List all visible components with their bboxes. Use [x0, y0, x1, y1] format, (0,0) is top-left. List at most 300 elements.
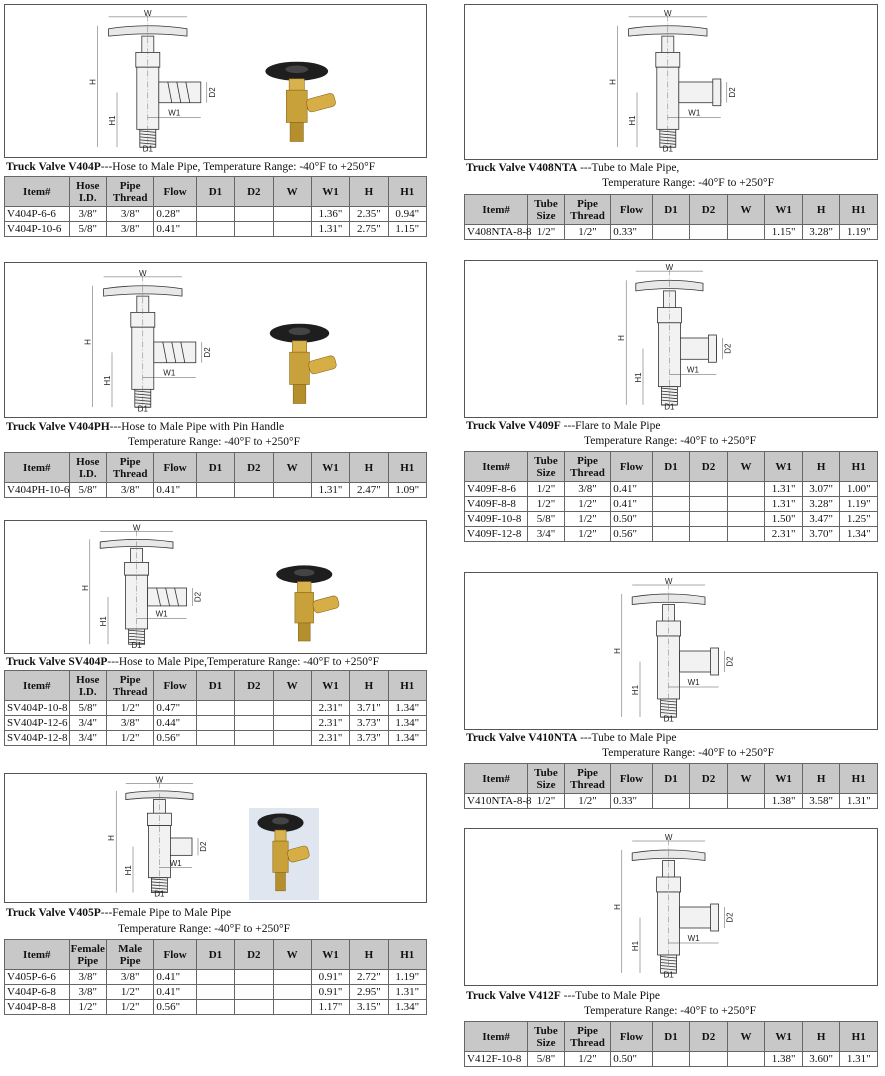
dimension-label-h1: H1	[124, 865, 133, 876]
column-header-w1: W1	[311, 177, 349, 207]
dimension-label-d2: D2	[202, 347, 212, 358]
dimension-label-w: W	[155, 775, 164, 785]
value-cell: 0.47"	[154, 701, 196, 716]
table-row	[5, 1000, 427, 1015]
value-cell	[652, 1052, 690, 1067]
value-cell	[235, 701, 273, 716]
value-cell	[273, 716, 311, 731]
side-outlet	[312, 595, 340, 614]
column-header-w1: W1	[765, 1022, 803, 1052]
value-cell: 1.31"	[765, 482, 803, 497]
value-cell: 1/2"	[564, 527, 610, 542]
column-header-h1: H1	[840, 1022, 878, 1052]
value-cell: 3/8"	[106, 222, 153, 237]
panel-title	[466, 731, 676, 745]
column-header-size: Tube Size	[528, 452, 565, 482]
side-outlet	[305, 93, 336, 113]
value-cell: 0.44"	[154, 716, 196, 731]
table-row	[5, 985, 427, 1000]
value-cell: 0.41"	[154, 483, 196, 498]
value-cell: 2.95"	[350, 985, 388, 1000]
value-cell: 3.70"	[802, 527, 840, 542]
value-cell: 5/8"	[528, 1052, 565, 1067]
column-header-w1: W1	[311, 940, 349, 970]
value-cell	[196, 970, 234, 985]
value-cell: 1/2"	[528, 225, 565, 240]
side-outlet	[308, 355, 338, 375]
value-cell: 1/2"	[564, 794, 610, 809]
value-cell: 1.34"	[388, 731, 426, 746]
valve-dimension-drawing	[614, 576, 744, 726]
panel-title	[466, 161, 679, 175]
column-header-h1: H1	[840, 452, 878, 482]
table-row	[465, 482, 878, 497]
value-cell	[690, 794, 728, 809]
table-row	[465, 225, 878, 240]
table-row	[5, 731, 427, 746]
panel-sv404p	[4, 520, 427, 760]
valve-dimension-drawing	[89, 8, 229, 156]
value-cell	[727, 225, 765, 240]
column-header-flow: Flow	[611, 1022, 652, 1052]
column-header-w1: W1	[311, 671, 349, 701]
spec-table	[4, 670, 427, 746]
value-cell: 1.31"	[765, 497, 803, 512]
spec-table	[4, 176, 427, 237]
valve-dimension-drawing	[82, 524, 212, 652]
dimension-label-h: H	[608, 79, 618, 85]
dimension-label-w: W	[139, 268, 147, 278]
value-cell: 0.56"	[154, 1000, 196, 1015]
column-header-d1: D1	[196, 453, 234, 483]
value-cell	[196, 1000, 234, 1015]
dimension-label-w: W	[664, 8, 672, 18]
column-header-w: W	[273, 177, 311, 207]
bonnet	[275, 830, 286, 841]
value-cell	[727, 497, 765, 512]
value-cell	[652, 512, 690, 527]
dimension-label-w: W	[132, 523, 141, 533]
column-header-h1: H1	[388, 177, 426, 207]
value-cell: 3.28"	[802, 497, 840, 512]
table-row	[465, 1052, 878, 1067]
item-cell: SV404P-10-8	[5, 701, 70, 716]
temperature-range: Temperature Range: -40°F to +250°F	[128, 436, 301, 448]
temperature-range: Temperature Range: -40°F to +250°F	[602, 177, 775, 189]
spec-table	[4, 452, 427, 498]
column-header-thread: Pipe Thread	[564, 1022, 610, 1052]
panel-title	[6, 655, 379, 669]
panel-v408nta	[464, 4, 878, 244]
temperature-range: Temperature Range: -40°F to +250°F	[584, 1005, 757, 1017]
column-header-h: H	[802, 195, 840, 225]
model-description: ---Tube to Male Pipe,	[577, 162, 680, 174]
column-header-w1: W1	[765, 452, 803, 482]
header-row	[5, 177, 427, 207]
value-cell: 2.35"	[350, 207, 388, 222]
value-cell: 1/2"	[564, 512, 610, 527]
value-cell: 2.31"	[311, 731, 349, 746]
table-row	[5, 716, 427, 731]
column-header-item: Item#	[5, 177, 70, 207]
value-cell	[235, 222, 273, 237]
dimension-label-w1: W1	[169, 858, 182, 868]
column-header-item: Item#	[465, 452, 528, 482]
value-cell	[235, 716, 273, 731]
column-header-item: Item#	[465, 764, 528, 794]
value-cell: 1/2"	[106, 731, 153, 746]
panel-v404ph	[4, 262, 427, 502]
value-cell: 3/4"	[69, 716, 106, 731]
dimension-label-d1: D1	[142, 144, 153, 154]
value-cell: 1.31"	[311, 222, 349, 237]
value-cell	[273, 222, 311, 237]
value-cell: 1.31"	[840, 1052, 878, 1067]
value-cell	[235, 1000, 273, 1015]
value-cell: 1/2"	[564, 497, 610, 512]
value-cell: 1/2"	[564, 1052, 610, 1067]
item-cell: V404P-6-8	[5, 985, 70, 1000]
item-cell: V404P-10-6	[5, 222, 70, 237]
value-cell: 1/2"	[564, 225, 610, 240]
panel-v412f	[464, 828, 878, 1073]
value-cell	[690, 482, 728, 497]
value-cell	[652, 482, 690, 497]
dimension-label-h: H	[107, 835, 117, 841]
dimension-label-h: H	[83, 339, 93, 345]
column-header-item: Item#	[465, 1022, 528, 1052]
column-header-flow: Flow	[154, 940, 196, 970]
temperature-range: Temperature Range: -40°F to +250°F	[602, 747, 775, 759]
dimension-label-d1: D1	[663, 970, 674, 980]
column-header-d2: D2	[690, 1022, 728, 1052]
male-thread	[298, 623, 310, 641]
dimension-label-h: H	[80, 585, 90, 591]
column-header-d2: D2	[690, 764, 728, 794]
dimension-label-w: W	[144, 8, 152, 18]
table-row	[5, 483, 427, 498]
column-header-w: W	[727, 764, 765, 794]
dimension-label-h: H	[88, 79, 98, 85]
column-header-h1: H1	[840, 764, 878, 794]
dimension-label-w1: W1	[155, 609, 168, 619]
item-cell: V409F-12-8	[465, 527, 528, 542]
column-header-h1: H1	[388, 671, 426, 701]
value-cell: 3.60"	[802, 1052, 840, 1067]
spec-table	[4, 939, 427, 1015]
valve-dimension-drawing	[614, 832, 744, 982]
model-description: ---Female Pipe to Male Pipe	[100, 907, 232, 919]
value-cell: 1.19"	[388, 970, 426, 985]
value-cell	[196, 207, 234, 222]
valve-body	[290, 352, 310, 384]
value-cell: 0.50"	[611, 1052, 652, 1067]
drawing-box	[4, 520, 427, 654]
value-cell	[690, 1052, 728, 1067]
value-cell: 1.36"	[311, 207, 349, 222]
header-row	[465, 195, 878, 225]
column-header-flow: Flow	[611, 195, 652, 225]
value-cell: 1.38"	[765, 1052, 803, 1067]
value-cell: 1.38"	[765, 794, 803, 809]
column-header-flow: Flow	[611, 452, 652, 482]
value-cell: 3.58"	[802, 794, 840, 809]
value-cell: 1/2"	[106, 701, 153, 716]
table-row	[5, 222, 427, 237]
column-header-d2: D2	[690, 195, 728, 225]
value-cell	[690, 225, 728, 240]
value-cell	[235, 985, 273, 1000]
value-cell: 0.91"	[311, 970, 349, 985]
column-header-w1: W1	[765, 195, 803, 225]
value-cell: 1.19"	[840, 497, 878, 512]
model-description: ---Hose to Male Pipe with Pin Handle	[109, 421, 285, 433]
column-header-size: Female Pipe	[69, 940, 106, 970]
item-cell: V408NTA-8-8	[465, 225, 528, 240]
column-header-d2: D2	[690, 452, 728, 482]
header-row	[5, 453, 427, 483]
item-cell: V404P-6-6	[5, 207, 70, 222]
value-cell: 0.91"	[311, 985, 349, 1000]
value-cell: 1.19"	[840, 225, 878, 240]
column-header-thread: Pipe Thread	[564, 452, 610, 482]
value-cell: 2.72"	[350, 970, 388, 985]
model-description: ---Tube to Male Pipe	[560, 990, 661, 1002]
column-header-d1: D1	[652, 764, 690, 794]
value-cell	[196, 483, 234, 498]
header-row	[465, 764, 878, 794]
column-header-w1: W1	[311, 453, 349, 483]
dimension-label-h: H	[612, 648, 622, 654]
value-cell	[727, 482, 765, 497]
value-cell: 3.07"	[802, 482, 840, 497]
value-cell: 2.75"	[350, 222, 388, 237]
dimension-label-d2: D2	[723, 343, 733, 354]
value-cell	[652, 794, 690, 809]
column-header-d1: D1	[196, 177, 234, 207]
column-header-h: H	[350, 940, 388, 970]
dimension-label-d2: D2	[725, 656, 735, 667]
column-header-d2: D2	[235, 177, 273, 207]
column-header-h1: H1	[388, 453, 426, 483]
dimension-label-d2: D2	[193, 591, 203, 603]
column-header-h1: H1	[388, 940, 426, 970]
bonnet	[289, 79, 304, 90]
value-cell: 0.41"	[611, 497, 652, 512]
value-cell: 5/8"	[69, 483, 106, 498]
item-cell: SV404P-12-6	[5, 716, 70, 731]
dimension-label-w: W	[665, 263, 674, 273]
valve-dimension-drawing	[84, 268, 224, 416]
column-header-size: Tube Size	[528, 764, 565, 794]
dimension-label-d1: D1	[154, 889, 165, 899]
value-cell: 1.31"	[311, 483, 349, 498]
column-header-w: W	[727, 195, 765, 225]
header-row	[5, 671, 427, 701]
column-header-thread: Male Pipe	[106, 940, 153, 970]
column-header-thread: Pipe Thread	[564, 195, 610, 225]
dimension-label-h1: H1	[103, 375, 112, 386]
model-name: Truck Valve V404P	[6, 161, 101, 173]
panel-v410nta	[464, 572, 878, 822]
valve-body	[295, 592, 314, 623]
dimension-label-w1: W1	[688, 108, 701, 118]
dimension-label-d1: D1	[663, 714, 674, 724]
column-header-size: Hose I.D.	[69, 177, 106, 207]
valve-dimension-drawing	[109, 776, 229, 900]
value-cell	[727, 527, 765, 542]
value-cell	[273, 985, 311, 1000]
dimension-label-h1: H1	[628, 115, 637, 126]
value-cell: 3/8"	[106, 207, 153, 222]
valve-body	[273, 841, 288, 872]
model-description: ---Tube to Male Pipe	[577, 732, 677, 744]
value-cell: 0.28"	[154, 207, 196, 222]
dimension-label-w1: W1	[168, 108, 181, 118]
column-header-flow: Flow	[154, 453, 196, 483]
dimension-label-d1: D1	[662, 144, 673, 154]
value-cell: 3.71"	[350, 701, 388, 716]
value-cell: 3.73"	[350, 731, 388, 746]
valve-dimension-drawing	[619, 262, 739, 414]
value-cell: 1.15"	[388, 222, 426, 237]
panel-title	[6, 160, 375, 174]
column-header-h: H	[802, 452, 840, 482]
column-header-w: W	[727, 1022, 765, 1052]
value-cell	[690, 512, 728, 527]
value-cell: 3/4"	[69, 731, 106, 746]
male-thread	[290, 123, 303, 142]
valve-body	[286, 90, 307, 122]
dimension-label-h1: H1	[99, 616, 108, 627]
value-cell: 0.41"	[611, 482, 652, 497]
value-cell: 1.34"	[840, 527, 878, 542]
bonnet	[292, 341, 306, 352]
table-row	[465, 794, 878, 809]
item-cell: V409F-8-8	[465, 497, 528, 512]
value-cell: 1.31"	[840, 794, 878, 809]
dimension-label-d2: D2	[207, 87, 217, 98]
column-header-thread: Pipe Thread	[106, 453, 153, 483]
item-cell: V410NTA-8-8	[465, 794, 528, 809]
model-name: Truck Valve V404PH	[6, 421, 110, 433]
column-header-item: Item#	[5, 453, 70, 483]
panel-title	[466, 989, 660, 1003]
value-cell: 1.34"	[388, 1000, 426, 1015]
column-header-d1: D1	[652, 195, 690, 225]
column-header-size: Tube Size	[528, 1022, 565, 1052]
column-header-thread: Pipe Thread	[564, 764, 610, 794]
column-header-d1: D1	[196, 671, 234, 701]
model-name: Truck Valve V409F	[466, 420, 561, 432]
dimension-label-d2: D2	[199, 841, 208, 852]
column-header-thread: Pipe Thread	[106, 671, 153, 701]
value-cell: 5/8"	[69, 701, 106, 716]
bonnet	[297, 582, 311, 593]
column-header-h: H	[802, 764, 840, 794]
value-cell: 3.28"	[802, 225, 840, 240]
table-row	[5, 701, 427, 716]
panel-v409f	[464, 260, 878, 560]
value-cell: 1.34"	[388, 701, 426, 716]
dimension-label-d2: D2	[725, 912, 735, 923]
dimension-label-h1: H1	[634, 372, 643, 383]
value-cell: 1.34"	[388, 716, 426, 731]
column-header-size: Hose I.D.	[69, 453, 106, 483]
value-cell: 3.73"	[350, 716, 388, 731]
item-cell: V409F-10-8	[465, 512, 528, 527]
value-cell: 3.15"	[350, 1000, 388, 1015]
value-cell: 2.31"	[311, 701, 349, 716]
value-cell: 3/8"	[69, 970, 106, 985]
value-cell	[727, 1052, 765, 1067]
value-cell: 1/2"	[528, 794, 565, 809]
value-cell: 1.25"	[840, 512, 878, 527]
value-cell: 0.56"	[611, 527, 652, 542]
item-cell: V409F-8-6	[465, 482, 528, 497]
value-cell	[235, 207, 273, 222]
panel-title	[6, 906, 231, 920]
value-cell: 5/8"	[69, 222, 106, 237]
model-description: ---Hose to Male Pipe, Temperature Range: -40°F to +250°F	[100, 161, 376, 173]
value-cell: 2.31"	[311, 716, 349, 731]
column-header-h1: H1	[840, 195, 878, 225]
value-cell: 2.31"	[765, 527, 803, 542]
value-cell: 0.56"	[154, 731, 196, 746]
value-cell: 3/8"	[106, 716, 153, 731]
header-row	[5, 940, 427, 970]
dimension-label-h1: H1	[108, 115, 117, 126]
value-cell: 3.47"	[802, 512, 840, 527]
column-header-h: H	[350, 671, 388, 701]
value-cell: 1/2"	[528, 497, 565, 512]
header-row	[465, 1022, 878, 1052]
column-header-w: W	[727, 452, 765, 482]
spec-table	[464, 1021, 878, 1067]
value-cell	[196, 985, 234, 1000]
column-header-w: W	[273, 453, 311, 483]
model-description: ---Flare to Male Pipe	[560, 420, 661, 432]
column-header-d1: D1	[652, 452, 690, 482]
panel-v404p	[4, 4, 427, 244]
column-header-w: W	[273, 940, 311, 970]
item-cell: V412F-10-8	[465, 1052, 528, 1067]
column-header-h: H	[350, 177, 388, 207]
column-header-d2: D2	[235, 453, 273, 483]
value-cell	[196, 222, 234, 237]
value-cell: 0.33"	[611, 225, 652, 240]
dimension-label-w1: W1	[686, 365, 699, 375]
value-cell: 0.41"	[154, 222, 196, 237]
value-cell	[727, 512, 765, 527]
value-cell: 2.47"	[350, 483, 388, 498]
valve-product-photo	[249, 808, 319, 900]
valve-product-photo	[254, 56, 349, 151]
model-name: Truck Valve V405P	[6, 907, 101, 919]
temperature-range: Temperature Range: -40°F to +250°F	[584, 435, 757, 447]
value-cell	[235, 731, 273, 746]
column-header-item: Item#	[465, 195, 528, 225]
dimension-label-h1: H1	[631, 940, 640, 952]
value-cell	[196, 731, 234, 746]
value-cell	[652, 225, 690, 240]
table-row	[465, 512, 878, 527]
column-header-d2: D2	[235, 940, 273, 970]
item-cell: V404P-8-8	[5, 1000, 70, 1015]
value-cell: 0.94"	[388, 207, 426, 222]
table-row	[5, 970, 427, 985]
column-header-size: Hose I.D.	[69, 671, 106, 701]
